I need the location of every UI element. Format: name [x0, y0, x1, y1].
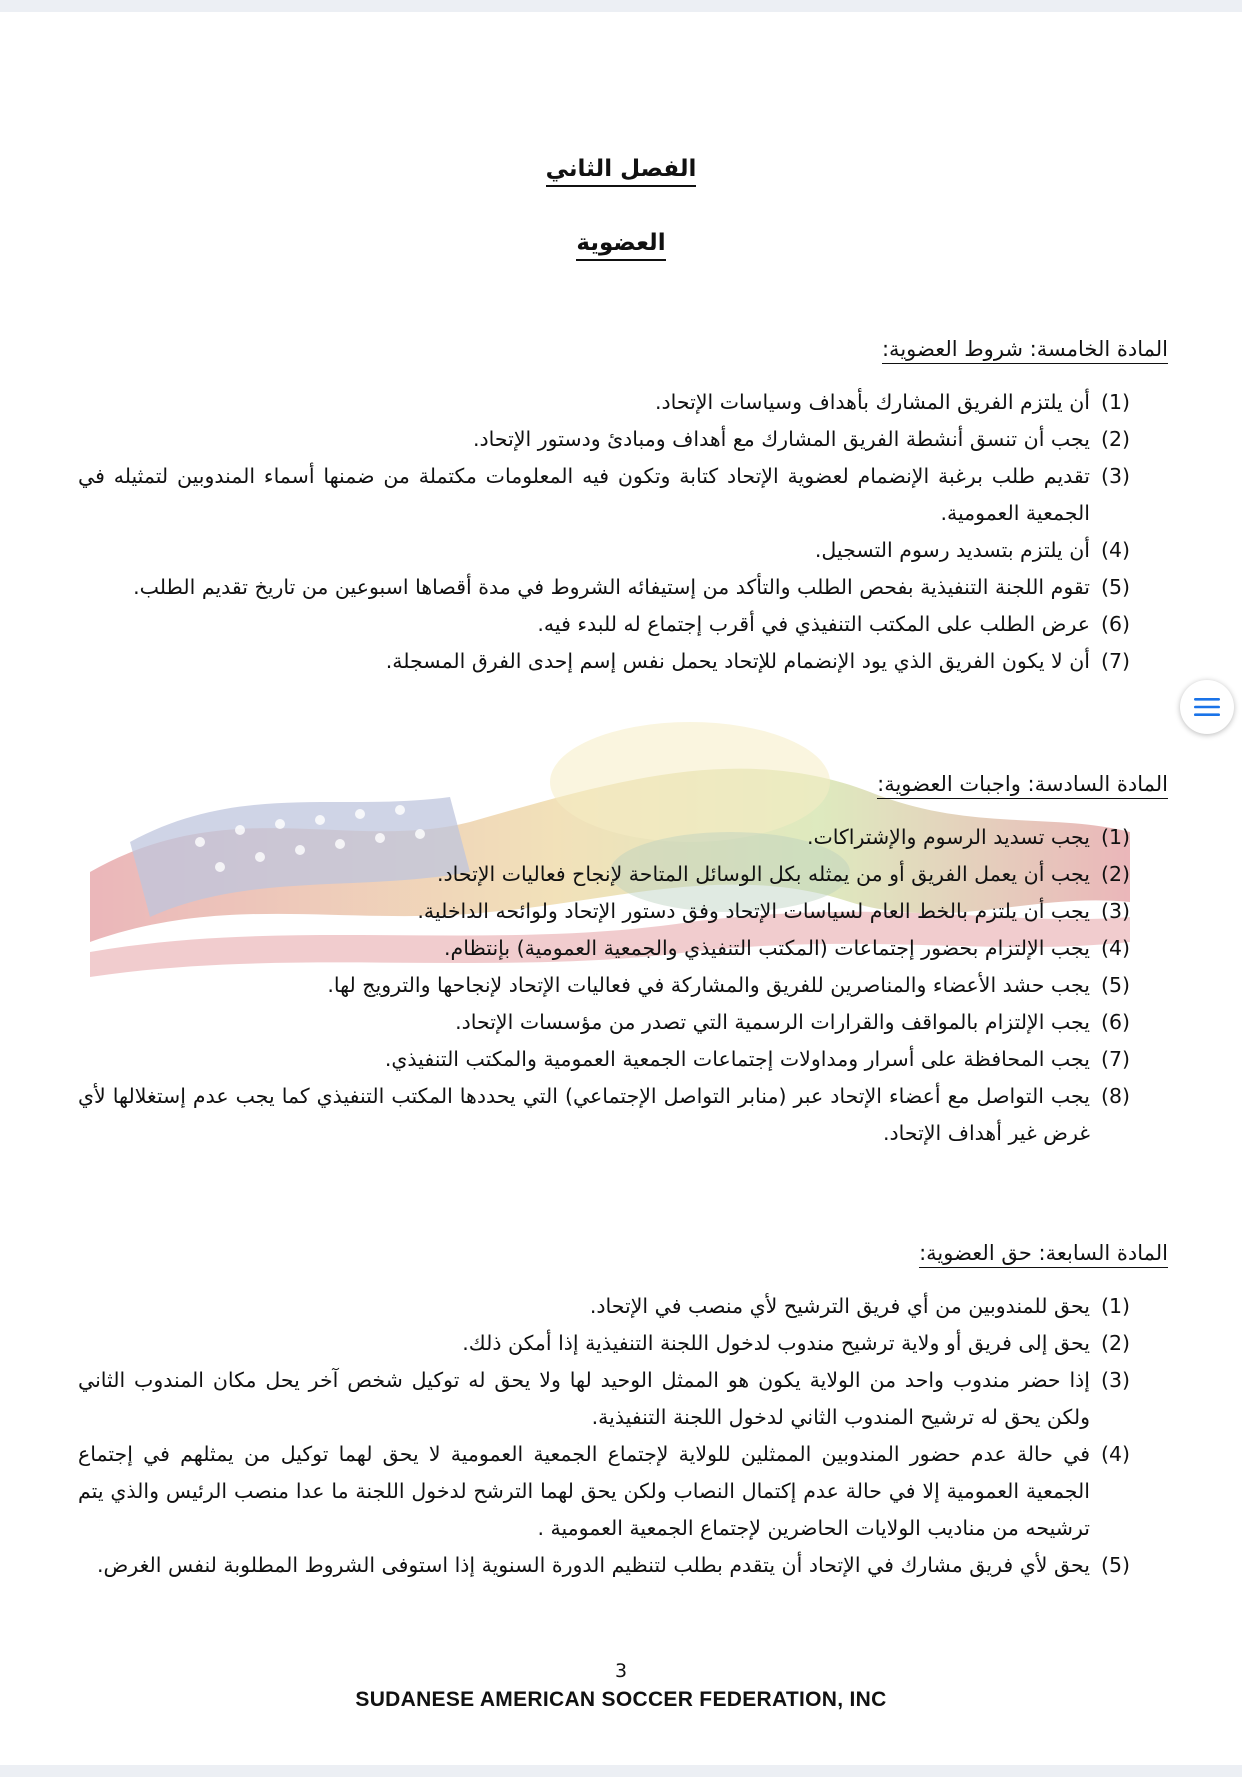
hamburger-menu-icon — [1194, 696, 1220, 718]
list-item: (5) يجب حشد الأعضاء والمناصرين للفريق والمشاركة في فعاليات الإتحاد لإنجاحها والترويج لها. — [327, 973, 1130, 997]
list-item: (3) يجب أن يلتزم بالخط العام لسياسات الإتحاد وفق دستور الإتحاد ولوائحه الداخلية. — [417, 899, 1130, 923]
list-item: (4) يجب الإلتزام بحضور إجتماعات (المكتب التنفيذي والجمعية العمومية) بإنتظام. — [444, 936, 1130, 960]
list-item: (4) في حالة عدم حضور المندوبين الممثلين للولاية لإجتماع الجمعية العمومية لا يحق لهما توكيل من يمثلهم في إجتماع الجمعية العمومية إلا في حالة عدم إكتمال النصاب ولكن يحق لهما الترشح لدخول اللجنة ما عدا منصب الرئيس والذي يتم ترشيحه من مناديب الولايات الحاضرين لإجتماع الجمعية العمومية . — [78, 1442, 1130, 1540]
list-item: (5) تقوم اللجنة التنفيذية بفحص الطلب والتأكد من إستيفائه الشروط في مدة أقصاها اسبوعين من تاريخ تقديم الطلب. — [133, 575, 1130, 599]
article-five — [78, 334, 1168, 680]
article-items-list — [78, 1288, 1168, 1584]
article-seven — [78, 1238, 1168, 1584]
page-number: 3 — [614, 1660, 628, 1682]
article-items-list — [78, 819, 1168, 1152]
list-item: (1) يجب تسديد الرسوم والإشتراكات. — [806, 825, 1130, 849]
list-item: (7) يجب المحافظة على أسرار ومداولات إجتماعات الجمعية العمومية والمكتب التنفيذي. — [384, 1047, 1130, 1071]
list-item: (2) يحق إلى فريق أو ولاية ترشيح مندوب لدخول اللجنة التنفيذية إذا أمكن ذلك. — [462, 1331, 1130, 1355]
article-heading: المادة السادسة: واجبات العضوية: — [78, 769, 1168, 799]
section-title — [0, 230, 1242, 256]
list-item: (4) أن يلتزم بتسديد رسوم التسجيل. — [814, 538, 1130, 562]
list-item: (3) إذا حضر مندوب واحد من الولاية يكون هو الممثل الوحيد لها ولا يحق له توكيل شخص آخر يحل مكان المندوب الثاني ولكن يحق له ترشيح المندوب الثاني لدخول اللجنة التنفيذية. — [78, 1368, 1130, 1429]
list-item: (7) أن لا يكون الفريق الذي يود الإنضمام للإتحاد يحمل نفس إسم إحدى الفرق المسجلة. — [385, 649, 1130, 673]
list-item: (2) يجب أن يعمل الفريق أو من يمثله بكل الوسائل المتاحة لإنجاح فعاليات الإتحاد. — [437, 862, 1130, 886]
list-item: (2) يجب أن تنسق أنشطة الفريق المشارك مع أهداف ومبادئ ودستور الإتحاد. — [473, 427, 1130, 451]
list-item: (6) عرض الطلب على المكتب التنفيذي في أقرب إجتماع له للبدء فيه. — [537, 612, 1130, 636]
section-title-text: العضوية — [576, 230, 665, 261]
article-heading: المادة السابعة: حق العضوية: — [78, 1238, 1168, 1268]
list-item: (1) أن يلتزم الفريق المشارك بأهداف وسياسات الإتحاد. — [655, 390, 1130, 414]
document-page — [0, 12, 1242, 1765]
chapter-title-text: الفصل الثاني — [546, 156, 697, 187]
organization-name: SUDANESE AMERICAN SOCCER FEDERATION, INC — [355, 1688, 887, 1711]
article-six — [78, 769, 1168, 1152]
article-items-list — [78, 384, 1168, 680]
menu-button[interactable] — [1180, 680, 1234, 734]
list-item: (5) يحق لأي فريق مشارك في الإتحاد أن يتقدم بطلب لتنظيم الدورة السنوية إذا استوفى الشروط المطلوبة لنفس الغرض. — [97, 1553, 1130, 1577]
list-item: (3) تقديم طلب برغبة الإنضمام لعضوية الإتحاد كتابة وتكون فيه المعلومات مكتملة من ضمنها أسماء المندوبين لتمثيله في الجمعية العمومية. — [78, 464, 1130, 525]
article-heading: المادة الخامسة: شروط العضوية: — [78, 334, 1168, 364]
list-item: (1) يحق للمندوبين من أي فريق الترشيح لأي منصب في الإتحاد. — [589, 1294, 1130, 1318]
chapter-title — [0, 156, 1242, 182]
list-item: (6) يجب الإلتزام بالمواقف والقرارات الرسمية التي تصدر من مؤسسات الإتحاد. — [455, 1010, 1130, 1034]
list-item: (8) يجب التواصل مع أعضاء الإتحاد عبر (منابر التواصل الإجتماعي) التي يحددها المكتب التنفيذي كما يجب عدم إستغلالها لأي غرض غير أهداف الإتحاد. — [78, 1084, 1130, 1145]
